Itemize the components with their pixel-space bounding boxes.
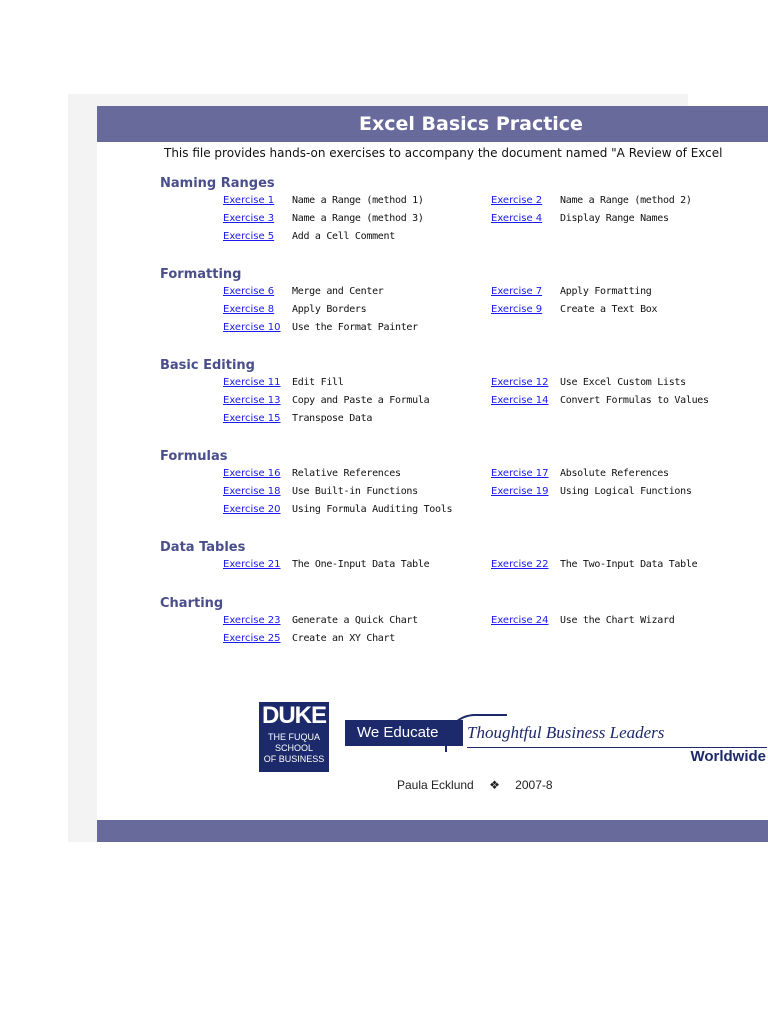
exercise-description: Copy and Paste a Formula [292,395,430,406]
header-bar [97,106,768,142]
exercise-link[interactable]: Exercise 15 [223,413,281,424]
exercise-link[interactable]: Exercise 18 [223,486,281,497]
exercise-description: Generate a Quick Chart [292,615,418,626]
exercise-link[interactable]: Exercise 21 [223,559,281,570]
exercise-description: The Two-Input Data Table [560,559,698,570]
exercise-link[interactable]: Exercise 23 [223,615,281,626]
exercise-description: Create an XY Chart [292,633,395,644]
exercise-row [97,395,768,413]
exercise-row [97,377,768,395]
section-title: Naming Ranges [160,176,275,191]
exercise-description: Use Excel Custom Lists [560,377,686,388]
exercise-description: Name a Range (method 3) [292,213,424,224]
exercise-row [97,468,768,486]
exercise-link[interactable]: Exercise 20 [223,504,281,515]
exercise-link[interactable]: Exercise 22 [491,559,549,570]
exercise-link[interactable]: Exercise 24 [491,615,549,626]
section-title: Data Tables [160,540,246,555]
exercise-description: Use the Chart Wizard [560,615,675,626]
exercise-description: Using Logical Functions [560,486,692,497]
exercise-row [97,413,768,431]
exercise-row [97,615,768,633]
exercise-description: Name a Range (method 2) [560,195,692,206]
exercise-description: Display Range Names [560,213,669,224]
duke-logo-line: THE FUQUA [267,732,320,742]
tagline [345,714,768,764]
duke-logo-banner [259,702,768,776]
exercise-row [97,195,768,213]
exercise-description: Transpose Data [292,413,373,424]
exercise-link[interactable]: Exercise 7 [491,286,543,297]
tagline-worldwide: Worldwide [690,748,766,765]
content-panel [97,142,768,820]
exercise-link[interactable]: Exercise 8 [223,304,275,315]
exercise-row [97,213,768,231]
exercise-row [97,486,768,504]
author-name: Paula Ecklund [397,778,474,792]
page-title: Excel Basics Practice [359,113,583,135]
exercise-link[interactable]: Exercise 17 [491,468,549,479]
exercise-link[interactable]: Exercise 6 [223,286,275,297]
exercise-description: Add a Cell Comment [292,231,395,242]
exercise-link[interactable]: Exercise 5 [223,231,275,242]
exercise-link[interactable]: Exercise 2 [491,195,543,206]
exercise-description: Create a Text Box [560,304,658,315]
exercise-row [97,633,768,651]
exercise-description: Convert Formulas to Values [560,395,709,406]
footer-bar [97,820,768,842]
exercise-description: Name a Range (method 1) [292,195,424,206]
exercise-link[interactable]: Exercise 19 [491,486,549,497]
exercise-link[interactable]: Exercise 16 [223,468,281,479]
exercise-row [97,286,768,304]
exercise-link[interactable]: Exercise 11 [223,377,281,388]
year: 2007-8 [515,778,553,792]
exercise-description: Use the Format Painter [292,322,418,333]
exercise-link[interactable]: Exercise 4 [491,213,543,224]
tagline-left: We Educate [345,720,463,746]
section-title: Charting [160,596,224,611]
tagline-right: Thoughtful Business Leaders [467,723,665,742]
exercise-link[interactable]: Exercise 12 [491,377,549,388]
exercise-link[interactable]: Exercise 3 [223,213,275,224]
exercise-link[interactable]: Exercise 14 [491,395,549,406]
exercise-link[interactable]: Exercise 13 [223,395,281,406]
exercise-link[interactable]: Exercise 1 [223,195,275,206]
exercise-description: The One-Input Data Table [292,559,430,570]
exercise-description: Merge and Center [292,286,384,297]
section-title: Basic Editing [160,358,255,373]
separator-icon: ❖ [489,778,500,792]
exercise-description: Relative References [292,468,401,479]
exercise-row [97,559,768,577]
exercise-link[interactable]: Exercise 10 [223,322,281,333]
exercise-row [97,304,768,322]
author-footer [397,778,565,792]
exercise-row [97,504,768,522]
section-title: Formatting [160,267,242,282]
exercise-row [97,322,768,340]
exercise-description: Using Formula Auditing Tools [292,504,453,515]
exercise-description: Edit Fill [292,377,344,388]
duke-logo-word: DUKE [261,702,326,729]
exercise-link[interactable]: Exercise 25 [223,633,281,644]
exercise-description: Absolute References [560,468,669,479]
intro-text: This file provides hands-on exercises to accompany the document named "A Review of Excel [164,146,723,160]
exercise-description: Use Built-in Functions [292,486,418,497]
exercise-description: Apply Borders [292,304,367,315]
duke-logo-line: OF BUSINESS [263,754,325,764]
exercise-description: Apply Formatting [560,286,652,297]
duke-logo-line: SCHOOL [274,743,313,753]
section-title: Formulas [160,449,228,464]
duke-logo [259,702,329,772]
exercise-row [97,231,768,249]
exercise-link[interactable]: Exercise 9 [491,304,543,315]
